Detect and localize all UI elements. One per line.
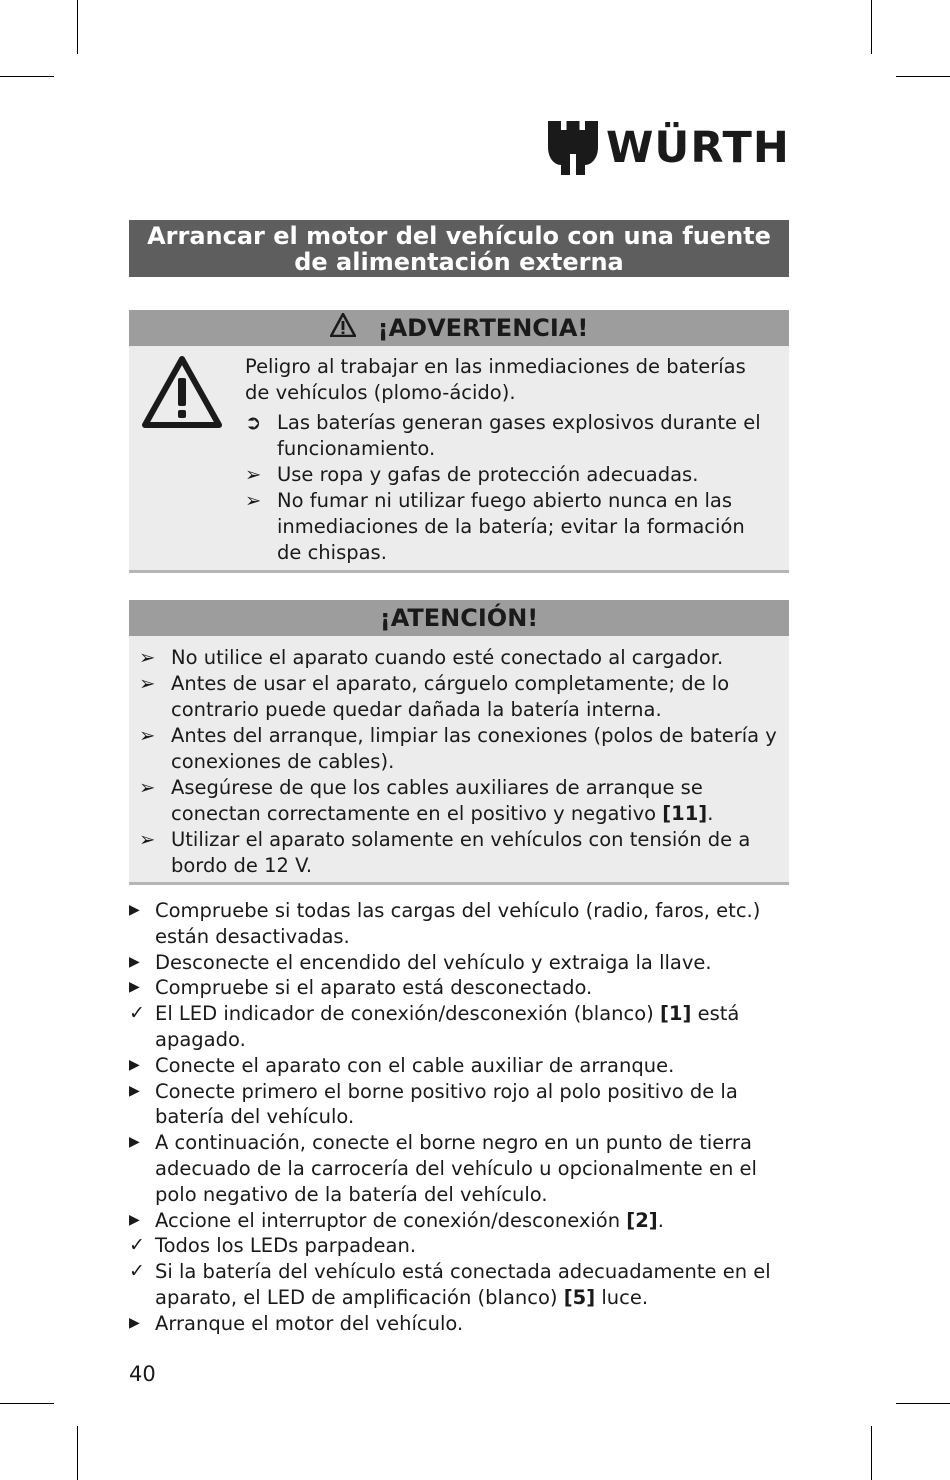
warning-intro: Peligro al trabajar en las inmediaciones de baterías de vehículos (plomo-ácido).	[245, 355, 746, 404]
bullet-arrow-icon: ➢	[139, 776, 156, 799]
action-arrow-icon: ▶	[129, 1314, 140, 1331]
action-arrow-icon: ▶	[129, 953, 140, 970]
crop-mark	[896, 76, 950, 77]
action-arrow-icon: ▶	[129, 902, 140, 918]
action-arrow-icon: ▶	[129, 1056, 140, 1073]
crop-mark	[896, 1403, 950, 1404]
warning-small-icon	[330, 313, 356, 343]
warning-heading: ¡ADVERTENCIA!	[377, 314, 589, 342]
action-arrow-icon: ▶	[129, 1211, 140, 1228]
bullet-arrow-icon: ➢	[245, 463, 262, 486]
warning-consequence: ➲ Las baterías generan gases explosivos durante el funcionamiento.	[245, 411, 761, 460]
action-step: ▶ Conecte primero el borne positivo rojo al polo positivo de la batería del vehículo.	[129, 1079, 738, 1129]
action-arrow-icon: ▶	[129, 979, 140, 996]
warning-item: ➢ Use ropa y gafas de protección adecuadas.	[245, 463, 699, 486]
crop-mark	[77, 0, 78, 54]
bullet-arrow-icon: ➢	[139, 646, 156, 669]
result-step: ✓ El LED indicador de conexión/desconexión (blanco) [1] está apagado.	[129, 1002, 740, 1051]
crop-mark	[871, 1426, 872, 1480]
wurth-emblem-icon	[548, 121, 598, 175]
bullet-arrow-icon: ➢	[139, 828, 156, 851]
result-step: ✓ Si la batería del vehículo está conectada adecuadamente en el aparato, el LED de amplificación (blanco) [5] luce.	[129, 1260, 771, 1309]
wurth-logo	[548, 120, 790, 176]
crop-mark	[0, 1403, 54, 1404]
warning-triangle-icon	[141, 354, 223, 434]
action-step: ▶ Compruebe si el aparato está desconectado.	[129, 976, 593, 1000]
attention-item: ➢ Utilizar el aparato solamente en vehículos con tensión de a bordo de 12 V.	[139, 828, 751, 877]
attention-box	[129, 600, 789, 885]
reference-number: [11]	[662, 802, 708, 825]
warning-header	[129, 310, 789, 346]
bullet-arrow-icon: ➢	[139, 672, 156, 695]
result-step: ✓ Todos los LEDs parpadean.	[129, 1234, 417, 1258]
attention-item: ➢ Asegúrese de que los cables auxiliares de arranque se conectan correctamente en el positivo y negativo [11].	[139, 776, 714, 825]
attention-item: ➢ Antes de usar el aparato, cárguelo completamente; de lo contrario puede quedar dañada la batería interna.	[139, 672, 730, 721]
reference-number: [1]	[659, 1002, 692, 1026]
section-title-line1: Arrancar el motor del vehículo con una fuente	[147, 221, 771, 250]
reference-number: [5]	[563, 1285, 596, 1309]
bullet-arrow-icon: ➢	[139, 724, 156, 747]
section-title	[129, 220, 789, 277]
action-step: ▶ Accione el interruptor de conexión/desconexión [2].	[129, 1208, 664, 1232]
attention-item: ➢ No utilice el aparato cuando esté conectado al cargador.	[139, 646, 724, 669]
page-number: 40	[129, 1362, 156, 1386]
reference-number: [2]	[626, 1208, 658, 1232]
action-arrow-icon: ▶	[129, 1082, 140, 1099]
action-step: ▶ Conecte el aparato con el cable auxiliar de arranque.	[129, 1053, 675, 1077]
action-step: ▶ Arranque el motor del vehículo.	[129, 1311, 464, 1335]
attention-heading: ¡ATENCIÓN!	[379, 604, 539, 632]
attention-header	[129, 600, 789, 636]
warning-item: ➢ No fumar ni utilizar fuego abierto nunca en las inmediaciones de la batería; evitar la formación de chispas.	[245, 489, 745, 564]
crop-mark	[0, 76, 54, 77]
attention-list	[139, 645, 779, 879]
bullet-arrow-icon: ➢	[245, 489, 262, 512]
crop-mark	[871, 0, 872, 54]
warning-content	[245, 354, 775, 566]
instruction-steps	[129, 898, 789, 1337]
crop-mark	[77, 1426, 78, 1480]
checkmark-icon: ✓	[129, 1234, 145, 1257]
action-step: ▶ A continuación, conecte el borne negro en un punto de tierra adecuado de la carrocería del vehículo u opcionalmente en el polo negativo de la batería del vehículo.	[129, 1131, 757, 1206]
checkmark-icon: ✓	[129, 1002, 145, 1025]
action-arrow-icon: ▶	[129, 1134, 140, 1151]
action-step: ▶ Compruebe si todas las cargas del vehículo (radio, faros, etc.) están desactivadas.	[129, 899, 761, 948]
brand-name: WÜRTH	[606, 122, 790, 173]
warning-box	[129, 310, 789, 573]
attention-item: ➢ Antes del arranque, limpiar las conexiones (polos de batería y conexiones de cables).	[139, 724, 777, 773]
checkmark-icon: ✓	[129, 1260, 145, 1283]
section-title-line2: de alimentación externa	[294, 247, 624, 276]
consequence-arrow-icon: ➲	[245, 411, 262, 434]
action-step: ▶ Desconecte el encendido del vehículo y extraiga la llave.	[129, 950, 712, 974]
